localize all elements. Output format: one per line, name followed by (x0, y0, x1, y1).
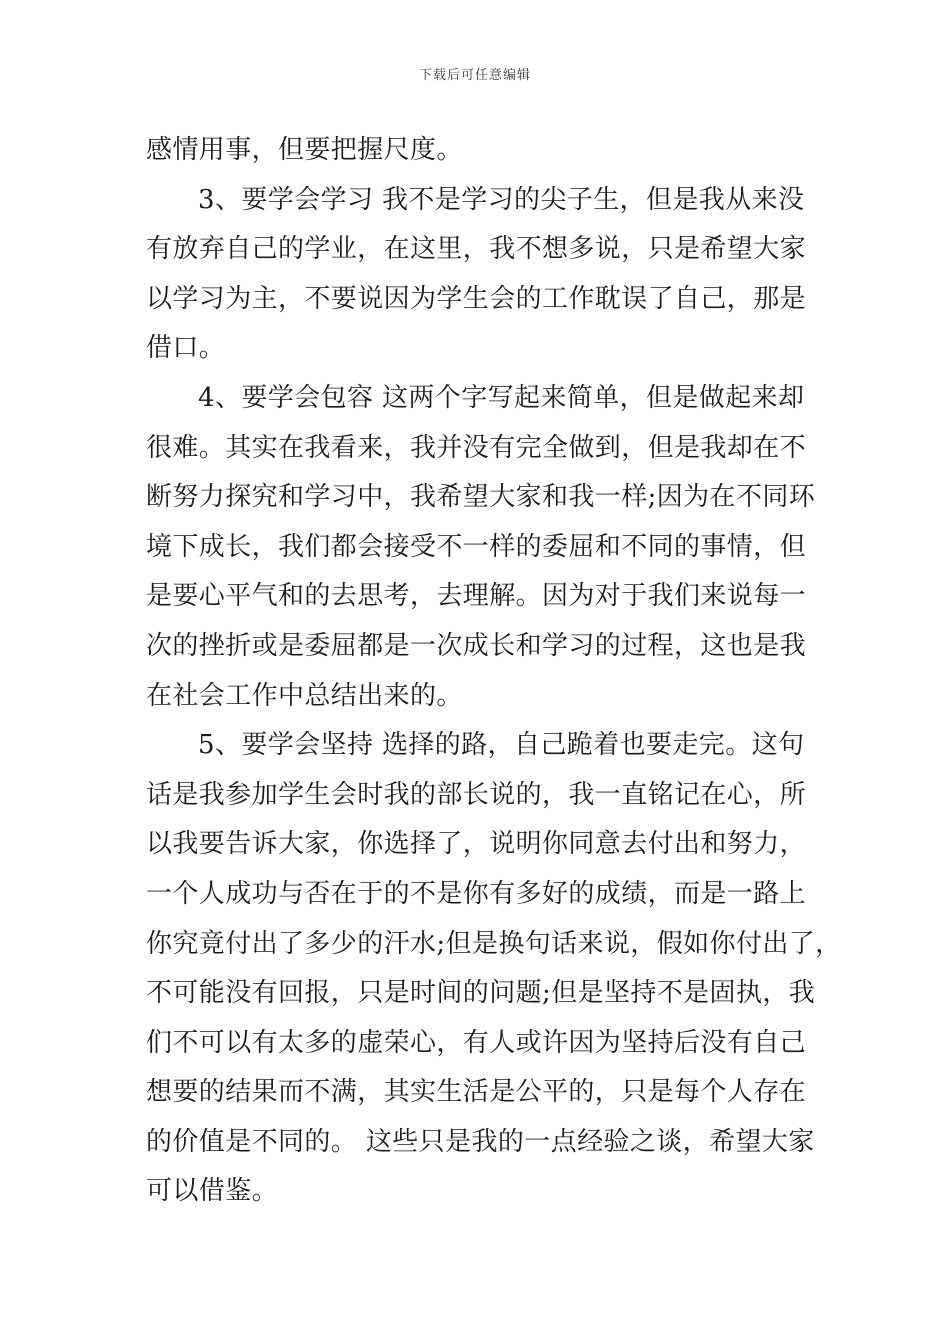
text-line: 断努力探究和学习中，我希望大家和我一样;因为在不同环 (146, 482, 816, 513)
page-header: 下载后可任意编辑 (418, 68, 531, 83)
text-line: 是要心平气和的去思考，去理解。因为对于我们来说每一 (146, 581, 807, 612)
paragraph-heading-learn: 3、要学会学习 我不是学习的尖子生，但是我从来没 (198, 184, 805, 215)
text-line: 一个人成功与否在于的不是你有多好的成绩，而是一路上 (146, 878, 807, 909)
paragraph-heading-tolerance: 4、要学会包容 这两个字写起来简单，但是做起来却 (198, 382, 805, 413)
text-line: 可以借鉴。 (146, 1176, 279, 1207)
text-line: 有放弃自己的学业，在这里，我不想多说，只是希望大家 (146, 234, 807, 265)
text-line: 在社会工作中总结出来的。 (146, 680, 463, 711)
text-line: 感情用事，但要把握尺度。 (146, 135, 463, 165)
paragraph-heading-persist: 5、要学会坚持 选择的路，自己跪着也要走完。这句 (198, 730, 805, 761)
text-line: 话是我参加学生会时我的部长说的，我一直铭记在心，所 (146, 779, 807, 810)
text-line: 借口。 (146, 333, 226, 364)
document-body (146, 126, 842, 1217)
text-line: 不可能没有回报，只是时间的问题;但是坚持不是固执，我 (146, 978, 816, 1009)
text-line: 你究竟付出了多少的汗水;但是换句话来说，假如你付出了， (146, 928, 842, 959)
text-line: 境下成长，我们都会接受不一样的委屈和不同的事情，但 (146, 531, 807, 562)
text-line: 很难。其实在我看来，我并没有完全做到，但是我却在不 (146, 432, 807, 463)
text-line: 次的挫折或是委屈都是一次成长和学习的过程，这也是我 (146, 630, 807, 661)
text-line: 的价值是不同的。 这些只是我的一点经验之谈，希望大家 (146, 1126, 815, 1157)
text-line: 想要的结果而不满，其实生活是公平的，只是每个人存在 (146, 1077, 807, 1108)
text-line: 以学习为主，不要说因为学生会的工作耽误了自己，那是 (146, 283, 807, 314)
text-line: 以我要告诉大家，你选择了，说明你同意去付出和努力， (146, 829, 807, 860)
text-line: 们不可以有太多的虚荣心，有人或许因为坚持后没有自己 (146, 1027, 807, 1058)
